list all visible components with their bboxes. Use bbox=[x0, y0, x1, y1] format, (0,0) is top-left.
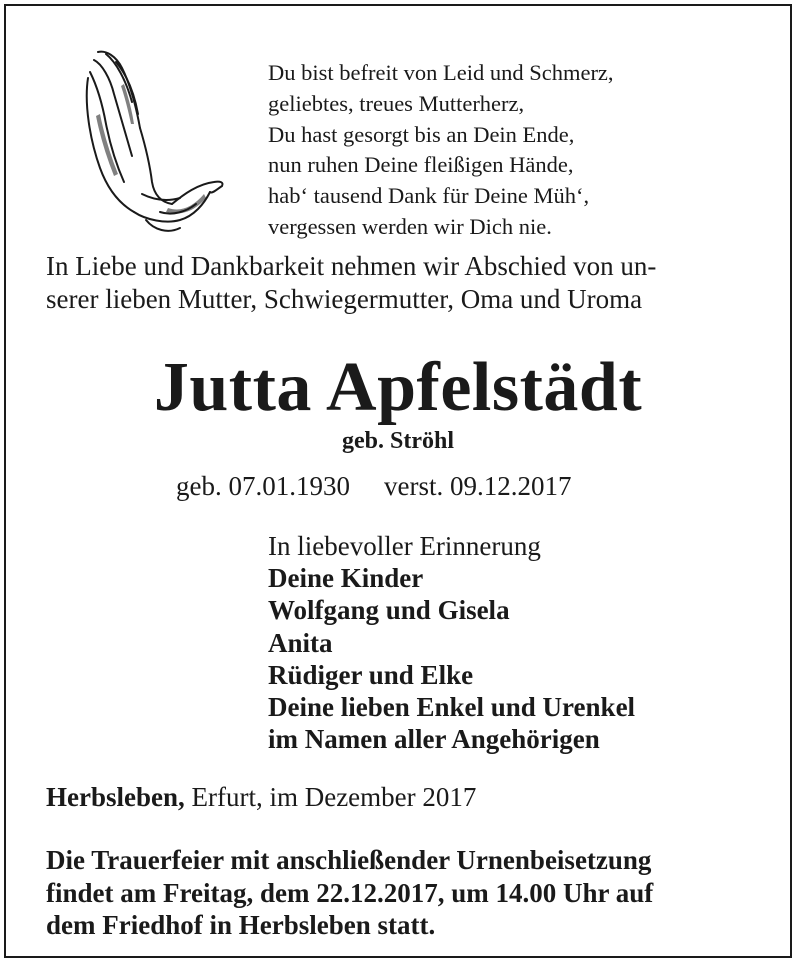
praying-hands-icon bbox=[76, 44, 226, 239]
poem-line: hab‘ tausend Dank für Deine Müh‘, bbox=[268, 183, 590, 209]
poem-line: geliebtes, treues Mutterherz, bbox=[268, 90, 525, 116]
funeral-line: dem Friedhof in Herbsleben statt. bbox=[46, 910, 436, 940]
intro-text bbox=[46, 250, 758, 316]
funeral-line: findet am Freitag, dem 22.12.2017, um 14.00 Uhr auf bbox=[46, 877, 654, 908]
family-intro: In liebevoller Erinnerung bbox=[268, 531, 541, 561]
poem-line: nun ruhen Deine fleißigen Hände, bbox=[268, 152, 574, 178]
funeral-line: Die Trauerfeier mit anschließender Urnenbeisetzung bbox=[46, 845, 652, 875]
family-line: im Namen aller Angehörigen bbox=[268, 724, 600, 755]
place-rest: Erfurt, im Dezember 2017 bbox=[184, 782, 477, 812]
deceased-name: Jutta Apfelstädt bbox=[153, 349, 643, 426]
funeral-notice bbox=[46, 844, 653, 942]
poem-line: vergessen werden wir Dich nie. bbox=[268, 213, 552, 239]
death-date: verst. 09.12.2017 bbox=[383, 471, 572, 501]
poem-line: Du bist befreit von Leid und Schmerz, bbox=[268, 60, 614, 85]
birth-date: geb. 07.01.1930 bbox=[176, 471, 350, 501]
place-town: Herbsleben, bbox=[46, 782, 185, 812]
obituary-frame bbox=[4, 4, 792, 958]
intro-line: serer lieben Mutter, Schwiegermutter, Oma und Uroma bbox=[46, 284, 643, 314]
intro-line: In Liebe und Dankbarkeit nehmen wir Abschied von un- bbox=[46, 251, 657, 281]
place-date-line bbox=[46, 782, 476, 813]
family-line: Deine lieben Enkel und Urenkel bbox=[268, 692, 636, 723]
family-line: Wolfgang und Gisela bbox=[268, 595, 510, 626]
life-dates bbox=[176, 471, 571, 502]
poem bbox=[268, 58, 614, 243]
family-line: Rüdiger und Elke bbox=[268, 659, 474, 690]
poem-line: Du hast gesorgt bis an Dein Ende, bbox=[268, 121, 575, 147]
maiden-name: geb. Ströhl bbox=[341, 428, 454, 454]
family-line: Deine Kinder bbox=[268, 563, 424, 594]
family-block bbox=[268, 530, 635, 755]
family-line: Anita bbox=[268, 627, 333, 658]
